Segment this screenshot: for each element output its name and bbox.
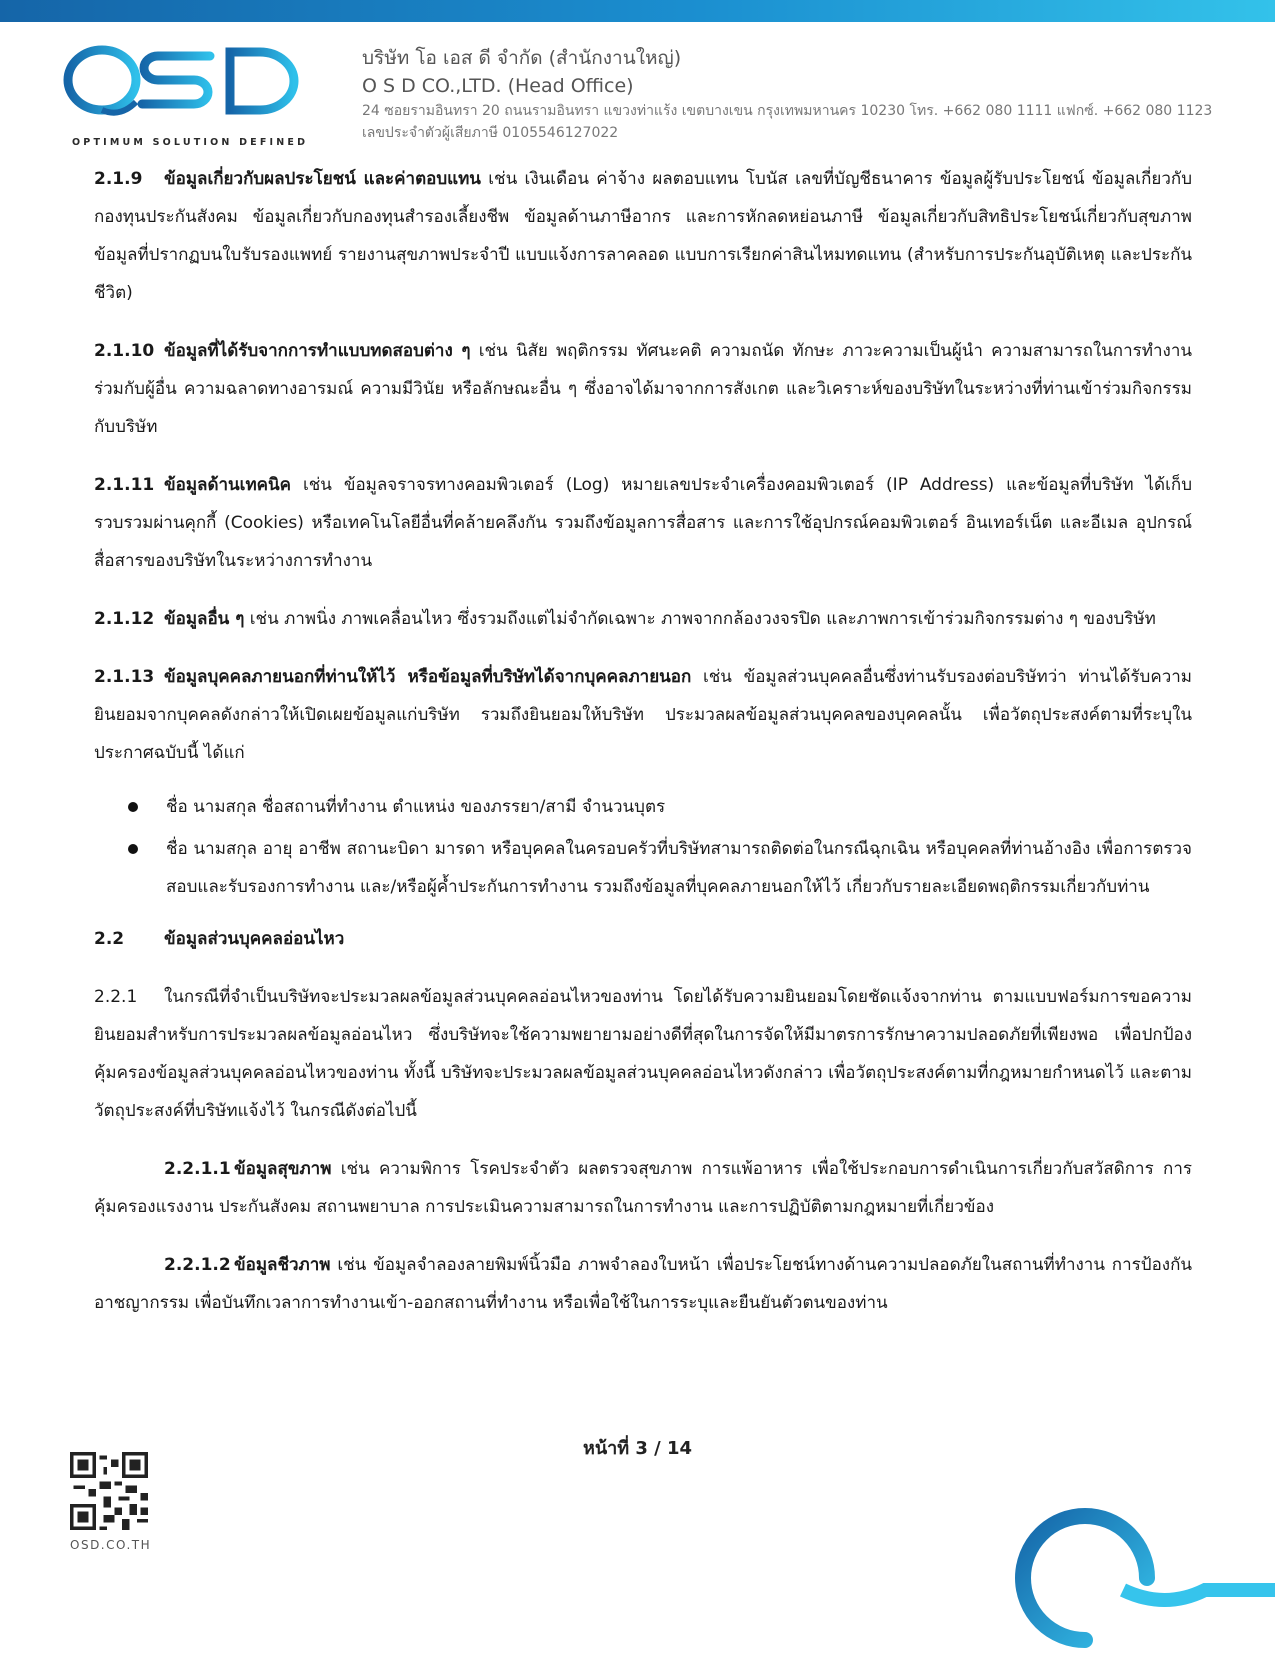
section-title: ข้อมูลส่วนบุคคลอ่อนไหว (164, 929, 345, 949)
section-text: เช่น เงินเดือน ค่าจ้าง ผลตอบแทน โบนัส เลขที่บัญชีธนาคาร ข้อมูลผู้รับประโยชน์ ข้อมูลเกี่ยวกับกองทุนประกันสังคม ข้อมูลเกี่ยวกับกองทุนสำรองเลี้ยงชีพ ข้อมูลด้านภาษีอากร และการหักลดหย่อนภาษี ข้อมูลเกี่ยวกับสิทธิประโยชน์เกี่ยวกับสุขภาพ ข้อมูลที่ปรากฏบนใบรับรองแพทย์ รายงานสุขภาพประจำปี แบบแจ้งการลาคลอด แบบการเรียกค่าสินไหมทดแทน (สำหรับการประกันอุบัติเหตุ และประกันชีวิต) (94, 169, 1192, 303)
osd-logo (62, 40, 312, 150)
section-heading: ข้อมูลชีวภาพ (234, 1255, 331, 1275)
corner-logo-mark (1005, 1440, 1275, 1650)
section-number: 2.1.10 (94, 341, 155, 361)
website-label: OSD.CO.TH (70, 1538, 152, 1552)
paragraph-2-1-13 (94, 658, 1192, 772)
section-heading: ข้อมูลสุขภาพ (234, 1159, 332, 1179)
logo-tagline: OPTIMUM SOLUTION DEFINED (72, 137, 309, 148)
paragraph-2-2-1-1 (94, 1150, 1192, 1226)
section-number: 2.2.1.2 (164, 1255, 231, 1275)
section-heading: ข้อมูลด้านเทคนิค (164, 475, 292, 495)
company-name-thai: บริษัท โอ เอส ดี จำกัด (สำนักงานใหญ่) (362, 47, 682, 69)
section-number: 2.2 (94, 929, 125, 949)
section-number: 2.1.9 (94, 169, 143, 189)
top-brand-bar (0, 0, 1275, 22)
document-body (94, 160, 1192, 1342)
section-text: เช่น ภาพนิ่ง ภาพเคลื่อนไหว ซึ่งรวมถึงแต่ไม่จำกัดเฉพาะ ภาพจากกล้องวงจรปิด และภาพการเข้าร่วมกิจกรรมต่าง ๆ ของบริษัท (244, 609, 1156, 629)
paragraph-2-1-12 (94, 600, 1192, 638)
section-number: 2.2.1.1 (164, 1159, 231, 1179)
paragraph-2-2-1 (94, 978, 1192, 1130)
list-item: ชื่อ นามสกุล อายุ อาชีพ สถานะบิดา มารดา หรือบุคคลในครอบครัวที่บริษัทสามารถติดต่อในกรณีฉุกเฉิน หรือบุคคลที่ท่านอ้างอิง เพื่อการตรวจสอบและรับรองการทำงาน และ/หรือผู้ค้ำประกันการทำงาน รวมถึงข้อมูลที่บุคคลภายนอกให้ไว้ เกี่ยวกับรายละเอียดพฤติกรรมเกี่ยวกับท่าน (166, 830, 1192, 906)
company-tax-id: เลขประจำตัวผู้เสียภาษี 0105546127022 (362, 125, 619, 141)
section-number: 2.1.13 (94, 667, 155, 687)
section-heading-2-2 (94, 920, 1192, 958)
bullet-list (94, 788, 1192, 906)
section-number: 2.1.11 (94, 475, 155, 495)
section-text: ในกรณีที่จำเป็นบริษัทจะประมวลผลข้อมูลส่วนบุคคลอ่อนไหวของท่าน โดยได้รับความยินยอมโดยชัดแจ้งจากท่าน ตามแบบฟอร์มการขอความยินยอมสำหรับการประมวลผลข้อมูลอ่อนไหว ซึ่งบริษัทจะใช้ความพยายามอย่างดีที่สุดในการจัดให้มีมาตรการรักษาความปลอดภัยที่เพียงพอ เพื่อปกป้องคุ้มครองข้อมูลส่วนบุคคลอ่อนไหวของท่าน ทั้งนี้ บริษัทจะประมวลผลข้อมูลส่วนบุคคลอ่อนไหวดังกล่าว เพื่อวัตถุประสงค์ตามที่กฎหมายกำหนดไว้ และตามวัตถุประสงค์ที่บริษัทแจ้งไว้ ในกรณีดังต่อไปนี้ (94, 987, 1192, 1121)
list-item: ชื่อ นามสกุล ชื่อสถานที่ทำงาน ตำแหน่ง ของภรรยา/สามี จำนวนบุตร (166, 788, 1192, 826)
section-text: เช่น นิสัย พฤติกรรม ทัศนะคติ ความถนัด ทักษะ ภาวะความเป็นผู้นำ ความสามารถในการทำงานร่วมกับผู้อื่น ความฉลาดทางอารมณ์ ความมีวินัย หรือลักษณะอื่น ๆ ซึ่งอาจได้มาจากการสังเกต และวิเคราะห์ของบริษัทในระหว่างที่ท่านเข้าร่วมกิจกรรมกับบริษัท (94, 341, 1192, 437)
section-heading: ข้อมูลเกี่ยวกับผลประโยชน์ และค่าตอบแทน (164, 169, 481, 189)
paragraph-2-2-1-2 (94, 1246, 1192, 1322)
section-text: เช่น ข้อมูลส่วนบุคคลอื่นซึ่งท่านรับรองต่อบริษัทว่า ท่านได้รับความยินยอมจากบุคคลดังกล่าวให้เปิดเผยข้อมูลแก่บริษัท รวมถึงยินยอมให้บริษัท ประมวลผลข้อมูลส่วนบุคคลของบุคคลนั้น เพื่อวัตถุประสงค์ตามที่ระบุในประกาศฉบับนี้ ได้แก่ (94, 667, 1192, 763)
section-text: เช่น ข้อมูลจราจรทางคอมพิวเตอร์ (Log) หมายเลขประจำเครื่องคอมพิวเตอร์ (IP Address) และข้อมูลที่บริษัท ได้เก็บรวบรวมผ่านคุกกี้ (Cookies) หรือเทคโนโลยีอื่นที่คล้ายคลึงกัน รวมถึงข้อมูลการสื่อสาร และการใช้อุปกรณ์คอมพิวเตอร์ อินเทอร์เน็ต และอีเมล อุปกรณ์สื่อสารของบริษัทในระหว่างการทำงาน (94, 475, 1192, 571)
page-number: หน้าที่ 3 / 14 (582, 1438, 693, 1459)
qr-code (70, 1452, 148, 1530)
section-heading: ข้อมูลบุคคลภายนอกที่ท่านให้ไว้ หรือข้อมูลที่บริษัทได้จากบุคคลภายนอก (164, 667, 692, 687)
section-number: 2.1.12 (94, 609, 155, 629)
company-header (362, 44, 1212, 144)
company-address: 24 ซอยรามอินทรา 20 ถนนรามอินทรา แขวงท่าแร้ง เขตบางเขน กรุงเทพมหานคร 10230 โทร. +662 080 1111 แฟกซ์. +662 080 1123 (362, 103, 1213, 119)
section-text: เช่น ข้อมูลจำลองลายพิมพ์นิ้วมือ ภาพจำลองใบหน้า เพื่อประโยชน์ทางด้านความปลอดภัยในสถานที่ทำงาน การป้องกันอาชญากรรม เพื่อบันทึกเวลาการทำงานเข้า-ออกสถานที่ทำงาน หรือเพื่อใช้ในการระบุและยืนยันตัวตนของท่าน (94, 1255, 1192, 1313)
paragraph-2-1-10 (94, 332, 1192, 446)
section-text: เช่น ความพิการ โรคประจำตัว ผลตรวจสุขภาพ การแพ้อาหาร เพื่อใช้ประกอบการดำเนินการเกี่ยวกับสวัสดิการ การคุ้มครองแรงงาน ประกันสังคม สถานพยาบาล การประเมินความสามารถในการทำงาน และการปฏิบัติตามกฎหมายที่เกี่ยวข้อง (94, 1159, 1192, 1217)
section-number: 2.2.1 (94, 987, 138, 1007)
paragraph-2-1-11 (94, 466, 1192, 580)
section-heading: ข้อมูลที่ได้รับจากการทำแบบทดสอบต่าง ๆ (164, 341, 471, 361)
section-heading: ข้อมูลอื่น ๆ (164, 609, 245, 629)
company-name-english: O S D CO.,LTD. (Head Office) (362, 75, 634, 97)
paragraph-2-1-9 (94, 160, 1192, 312)
